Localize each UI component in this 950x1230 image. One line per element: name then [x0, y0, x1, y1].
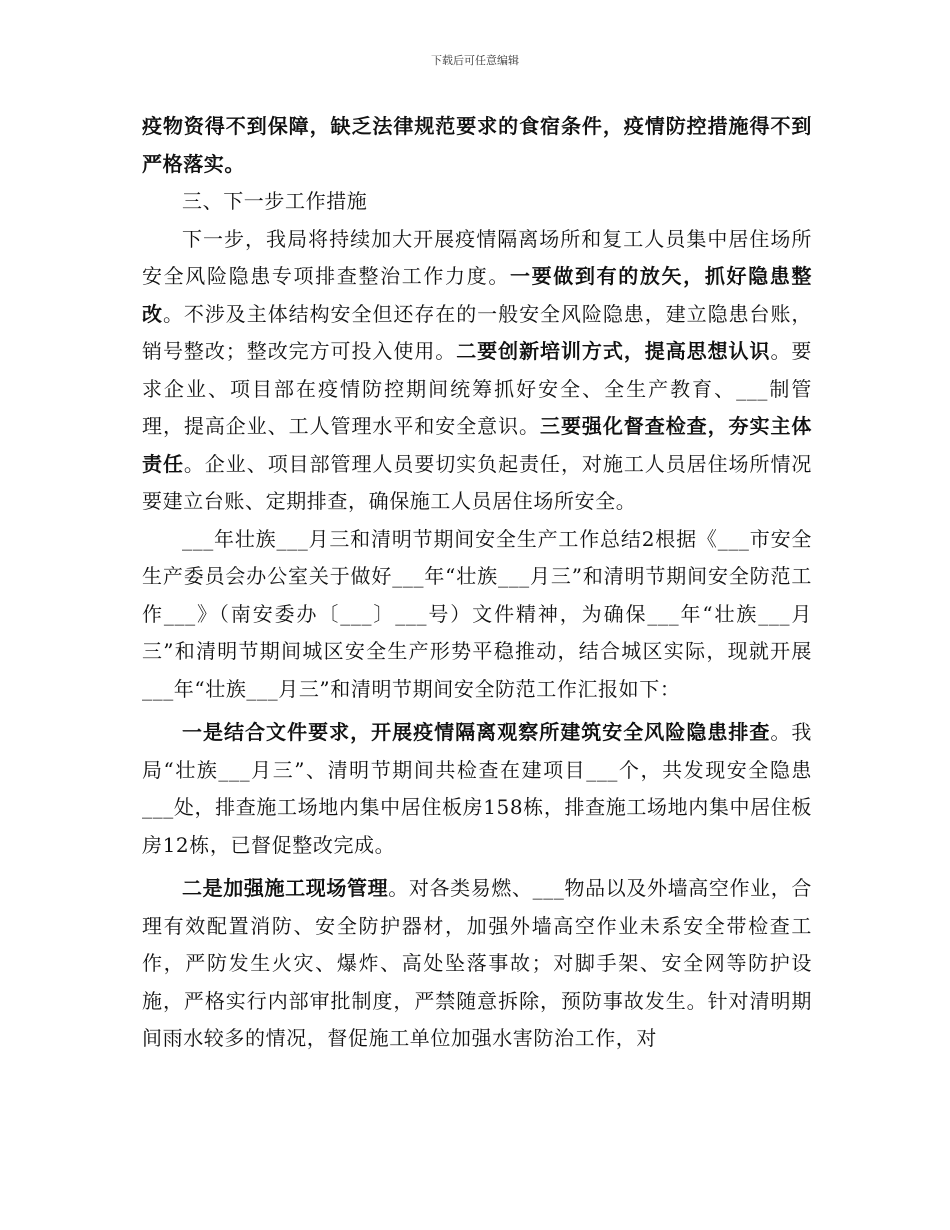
bold-text: 二是加强施工现场管理: [182, 876, 389, 900]
page-header: 下载后可任意编辑: [431, 54, 519, 67]
paragraph-summary-intro: ___年壮族___月三和清明节期间安全生产工作总结2根据《___市安全生产委员会办公室关于做好___年“壮族___月三”和清明节期间安全防范工作___》（南安委办〔___〕___号）文件精神，为确保___年“壮族___月三”和清明节期间城区安全生产形势平稳推动，结合城区实际，现就开展___年“壮族___月三”和清明节期间安全防范工作汇报如下：: [142, 526, 812, 701]
document-body: [142, 108, 812, 1058]
bold-text: 一是结合文件要求，开展疫情隔离观察所建筑安全风险隐患排查: [182, 720, 771, 744]
paragraph-continuation: [142, 108, 812, 183]
paragraph-item-one: 一是结合文件要求，开展疫情隔离观察所建筑安全风险隐患排查。我局“壮族___月三”、清明节期间共检查在建项目___个，共发现安全隐患___处，排查施工场地内集中居住板房158栋，排查施工场地内集中居住板房12栋，已督促整改完成。: [142, 720, 812, 857]
paragraph-item-two: 二是加强施工现场管理。对各类易燃、___物品以及外墙高空作业，合理有效配置消防、安全防护器材，加强外墙高空作业未系安全带检查工作，严防发生火灾、爆炸、高处坠落事故；对脚手架、安全网等防护设施，严格实行内部审批制度，严禁随意拆除，预防事故发生。针对清明期间雨水较多的情况，督促施工单位加强水害防治工作，对: [142, 876, 813, 1050]
bold-text: 一要做到有的放矢，抓好隐患整改: [142, 264, 813, 326]
section-heading: 三、下一步工作措施: [182, 189, 368, 213]
bold-text: 三要强化督查检查，夯实主体责任: [142, 414, 812, 476]
paragraph-next-steps: 下一步，我局将持续加大开展疫情隔离场所和复工人员集中居住场所安全风险隐患专项排查整治工作力度。一要做到有的放矢，抓好隐患整改。不涉及主体结构安全但还存在的一般安全风险隐患，建立隐患台账，销号整改；整改完方可投入使用。二要创新培训方式，提高思想认识。要求企业、项目部在疫情防控期间统筹抓好安全、全生产教育、___制管理，提高企业、工人管理水平和安全意识。三要强化督查检查，夯实主体责任。企业、项目部管理人员要切实负起责任，对施工人员居住场所情况要建立台账、定期排查，确保施工人员居住场所安全。: [142, 226, 813, 513]
bold-text: 疫物资得不到保障，缺乏法律规范要求的食宿条件，疫情防控措施得不到严格落实。: [142, 114, 812, 176]
bold-text: 二要创新培训方式，提高思想认识: [456, 339, 771, 363]
